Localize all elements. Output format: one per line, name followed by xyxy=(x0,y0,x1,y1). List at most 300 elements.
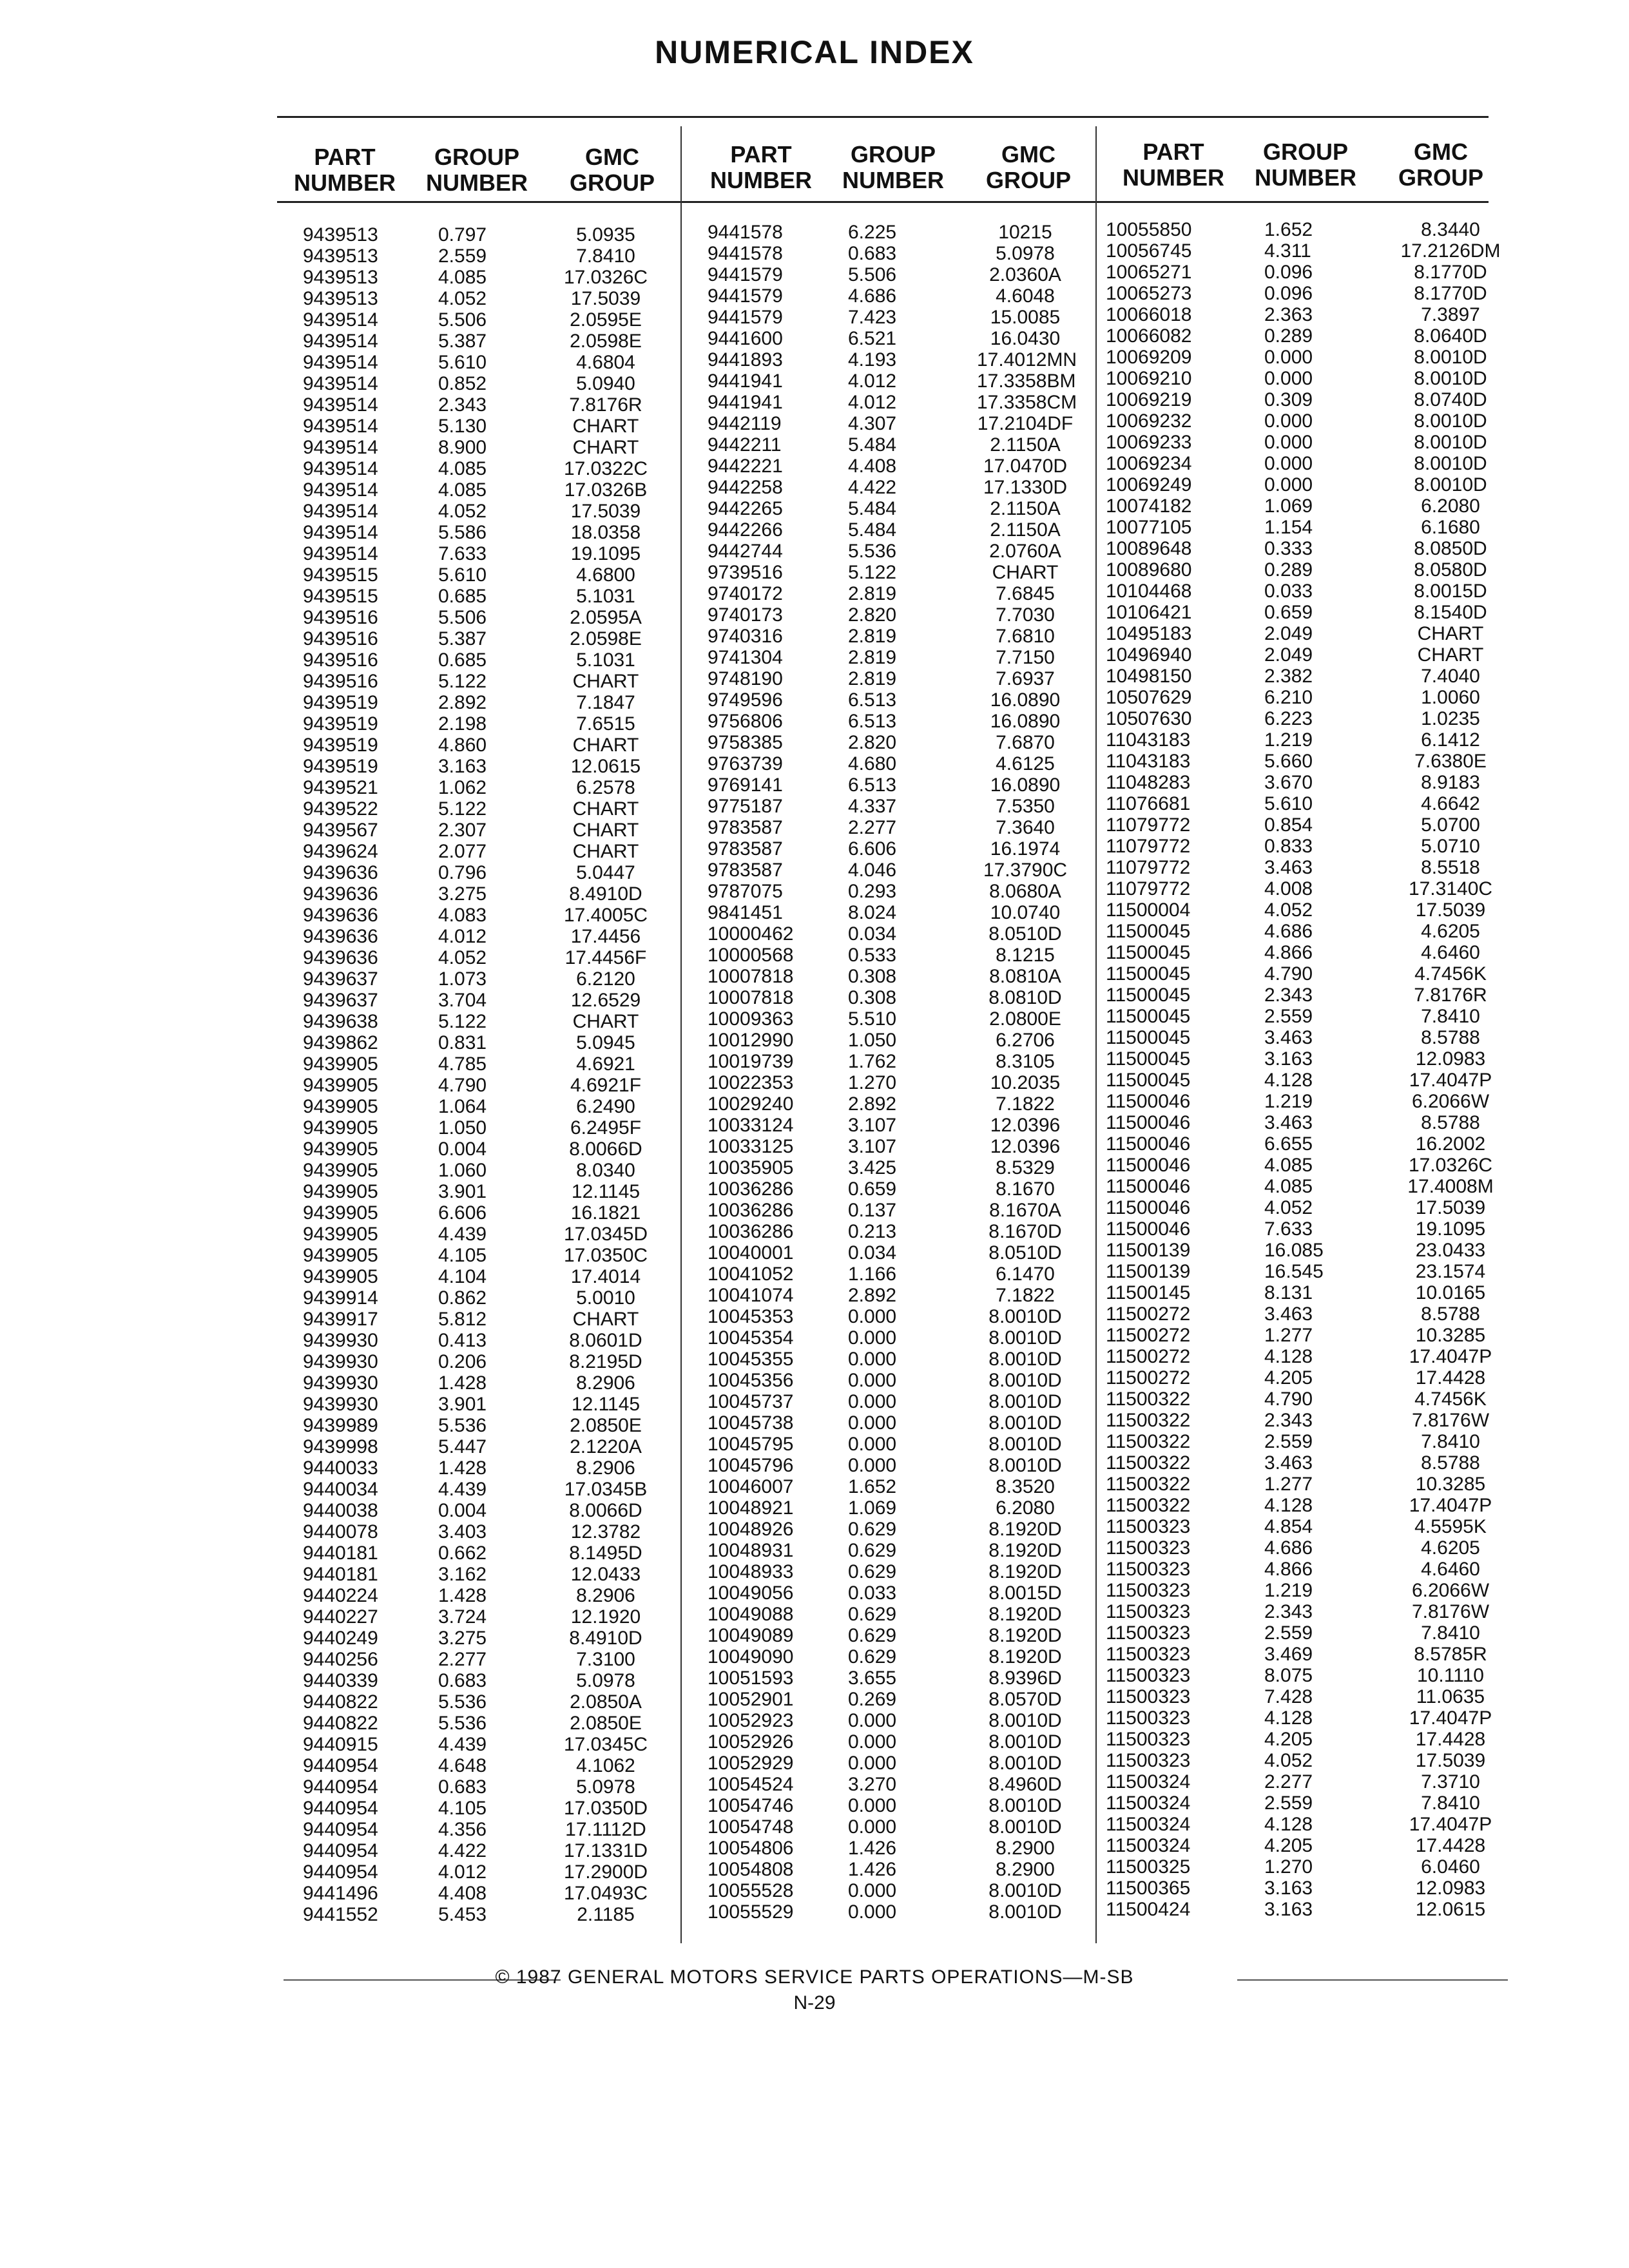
gmc-group: 6.2066W xyxy=(1411,1091,1490,1112)
group-number: 0.000 xyxy=(848,1816,897,1838)
gmc-group: 2.0598E xyxy=(570,331,642,352)
table-row xyxy=(1106,1070,1505,1091)
table-row xyxy=(1106,772,1505,793)
gmc-group: 19.1095 xyxy=(570,543,641,564)
gmc-group: 5.0447 xyxy=(576,862,635,883)
group-number: 2.892 xyxy=(438,692,487,713)
part-number: 10074182 xyxy=(1106,495,1192,517)
gmc-group: CHART xyxy=(572,671,639,692)
header-group: GROUP NUMBER xyxy=(426,144,528,196)
table-row xyxy=(693,668,1093,689)
group-number: 4.307 xyxy=(848,413,897,434)
group-number: 0.854 xyxy=(1264,814,1313,836)
group-number: 0.000 xyxy=(848,1349,897,1370)
group-number: 2.820 xyxy=(848,604,897,626)
part-number: 9441579 xyxy=(708,285,783,307)
part-number: 10049089 xyxy=(708,1625,794,1646)
table-row xyxy=(1106,1452,1505,1474)
gmc-group: 10.0165 xyxy=(1415,1282,1486,1303)
gmc-group: 8.5329 xyxy=(996,1157,1055,1178)
part-number: 9440954 xyxy=(303,1840,378,1861)
gmc-group: 17.0345D xyxy=(563,1224,648,1245)
table-row xyxy=(277,1798,677,1819)
group-number: 3.275 xyxy=(438,883,487,905)
gmc-group: 7.8176W xyxy=(1411,1601,1490,1622)
group-number: 5.812 xyxy=(438,1309,487,1330)
header-group: GROUP NUMBER xyxy=(1255,139,1356,191)
group-number: 0.000 xyxy=(1264,432,1313,453)
gmc-group: 11.0635 xyxy=(1416,1686,1485,1707)
table-row xyxy=(693,711,1093,732)
gmc-group: 4.7456K xyxy=(1414,963,1487,985)
group-number: 3.901 xyxy=(438,1181,487,1202)
table-row xyxy=(1106,1729,1505,1750)
gmc-group: 8.0010D xyxy=(988,1731,1062,1753)
part-number: 11500045 xyxy=(1106,1006,1191,1027)
gmc-group: 12.0983 xyxy=(1415,1878,1486,1899)
gmc-group: 8.4960D xyxy=(988,1774,1062,1795)
group-number: 2.382 xyxy=(1264,666,1313,687)
gmc-group: CHART xyxy=(1417,623,1484,644)
group-number: 5.610 xyxy=(1264,793,1313,814)
group-number: 5.506 xyxy=(438,607,487,628)
table-row xyxy=(1106,474,1505,495)
group-number: 0.000 xyxy=(848,1880,897,1901)
part-number: 9439514 xyxy=(303,501,378,522)
table-row xyxy=(1106,644,1505,666)
table-row xyxy=(1106,1048,1505,1070)
part-number: 9439905 xyxy=(303,1224,378,1245)
table-row xyxy=(1106,1814,1505,1835)
part-number: 9439514 xyxy=(303,309,378,331)
table-row xyxy=(277,1542,677,1564)
gmc-group: 17.4456F xyxy=(564,947,647,968)
group-number: 5.536 xyxy=(438,1691,487,1713)
gmc-group: 17.4428 xyxy=(1415,1729,1486,1750)
group-number: 0.000 xyxy=(848,1306,897,1327)
table-row xyxy=(693,1625,1093,1646)
gmc-group: 17.0470D xyxy=(983,456,1068,477)
group-number: 4.052 xyxy=(438,947,487,968)
part-number: 10040001 xyxy=(708,1242,794,1264)
part-number: 11500046 xyxy=(1106,1112,1191,1133)
group-number: 3.463 xyxy=(1264,1452,1313,1474)
part-number: 9439516 xyxy=(303,607,378,628)
part-number: 9439515 xyxy=(303,564,378,586)
group-number: 4.790 xyxy=(1264,1389,1313,1410)
table-row xyxy=(693,1689,1093,1710)
part-number: 9783587 xyxy=(708,860,783,881)
group-number: 0.004 xyxy=(438,1500,487,1521)
gmc-group: 7.8410 xyxy=(1421,1431,1480,1452)
group-number: 0.000 xyxy=(848,1795,897,1816)
part-number: 11500322 xyxy=(1106,1474,1191,1495)
part-number: 9740316 xyxy=(708,626,783,647)
part-number: 11500045 xyxy=(1106,921,1191,942)
table-row xyxy=(277,1394,677,1415)
gmc-group: 10.1110 xyxy=(1417,1665,1484,1686)
part-number: 10045354 xyxy=(708,1327,794,1349)
part-number: 9441941 xyxy=(708,392,783,413)
part-number: 11500323 xyxy=(1106,1707,1191,1729)
table-row xyxy=(693,498,1093,519)
gmc-group: 8.0015D xyxy=(988,1582,1062,1604)
gmc-group: 8.0510D xyxy=(988,923,1062,945)
table-row xyxy=(693,1412,1093,1434)
gmc-group: 7.4040 xyxy=(1421,666,1480,687)
group-number: 2.198 xyxy=(438,713,487,735)
group-number: 0.629 xyxy=(848,1561,897,1582)
part-number: 9439521 xyxy=(303,777,378,798)
table-row xyxy=(1106,1686,1505,1707)
group-number: 0.289 xyxy=(1264,559,1313,581)
table-row xyxy=(277,798,677,820)
table-row xyxy=(693,285,1093,307)
table-row xyxy=(277,1436,677,1457)
group-number: 4.686 xyxy=(1264,921,1313,942)
part-number: 9442119 xyxy=(708,413,782,434)
table-row xyxy=(1106,517,1505,538)
part-number: 10498150 xyxy=(1106,666,1192,687)
group-number: 0.662 xyxy=(438,1542,487,1564)
gmc-group: 7.8410 xyxy=(1421,1006,1480,1027)
table-row xyxy=(1106,495,1505,517)
group-number: 3.403 xyxy=(438,1521,487,1542)
group-number: 4.052 xyxy=(1264,1750,1313,1771)
table-row xyxy=(693,1816,1093,1838)
group-number: 3.163 xyxy=(1264,1878,1313,1899)
group-number: 1.652 xyxy=(1264,219,1313,240)
table-row xyxy=(1106,942,1505,963)
group-number: 4.422 xyxy=(438,1840,487,1861)
gmc-group: 5.0978 xyxy=(996,243,1055,264)
table-row xyxy=(1106,793,1505,814)
gmc-group: 7.7150 xyxy=(996,647,1055,668)
gmc-group: 8.5788 xyxy=(1421,1452,1480,1474)
gmc-group: 8.2900 xyxy=(996,1838,1055,1859)
part-number: 11079772 xyxy=(1106,836,1191,857)
part-number: 9439930 xyxy=(303,1394,378,1415)
gmc-group: 7.8410 xyxy=(1421,1792,1480,1814)
part-number: 9439516 xyxy=(303,671,378,692)
table-row xyxy=(277,1096,677,1117)
header-gmc: GMC GROUP xyxy=(985,141,1071,193)
group-number: 2.559 xyxy=(1264,1431,1313,1452)
group-number: 0.000 xyxy=(1264,368,1313,389)
group-number: 3.463 xyxy=(1264,1027,1313,1048)
part-number: 11500322 xyxy=(1106,1389,1191,1410)
table-row xyxy=(1106,666,1505,687)
part-number: 11500272 xyxy=(1106,1367,1191,1389)
part-number: 9439522 xyxy=(303,798,378,820)
gmc-group: 16.0890 xyxy=(990,711,1061,732)
group-number: 1.652 xyxy=(848,1476,897,1497)
table-row xyxy=(277,1861,677,1883)
part-number: 11500424 xyxy=(1106,1899,1191,1920)
group-number: 4.128 xyxy=(1264,1346,1313,1367)
table-row xyxy=(277,309,677,331)
group-number: 4.337 xyxy=(848,796,897,817)
group-number: 5.447 xyxy=(438,1436,487,1457)
group-number: 0.000 xyxy=(848,1391,897,1412)
group-number: 6.606 xyxy=(848,838,897,860)
part-number: 10065271 xyxy=(1106,262,1192,283)
group-number: 3.107 xyxy=(848,1136,897,1157)
table-row xyxy=(1106,1091,1505,1112)
group-number: 0.308 xyxy=(848,987,897,1008)
part-number: 9439636 xyxy=(303,905,378,926)
gmc-group: 8.0510D xyxy=(988,1242,1062,1264)
group-number: 0.683 xyxy=(848,243,897,264)
table-row xyxy=(277,820,677,841)
table-row xyxy=(693,1753,1093,1774)
table-row xyxy=(693,1646,1093,1667)
part-number: 9439905 xyxy=(303,1160,378,1181)
gmc-group: CHART xyxy=(572,798,639,820)
table-row xyxy=(693,1561,1093,1582)
gmc-group: 8.9183 xyxy=(1421,772,1480,793)
group-number: 5.536 xyxy=(848,541,897,562)
gmc-group: 8.0010D xyxy=(988,1795,1062,1816)
gmc-group: 5.0935 xyxy=(576,224,635,245)
group-number: 3.107 xyxy=(848,1115,897,1136)
group-number: 0.797 xyxy=(438,224,487,245)
part-number: 11500323 xyxy=(1106,1622,1191,1644)
group-number: 1.073 xyxy=(438,968,487,990)
gmc-group: 6.1680 xyxy=(1421,517,1480,538)
gmc-group: 17.0350D xyxy=(563,1798,648,1819)
part-number: 9439514 xyxy=(303,416,378,437)
gmc-group: 4.6125 xyxy=(996,753,1055,774)
gmc-group: 4.6460 xyxy=(1421,942,1480,963)
gmc-group: 8.1770D xyxy=(1414,262,1487,283)
group-number: 5.586 xyxy=(438,522,487,543)
group-number: 0.629 xyxy=(848,1540,897,1561)
table-row xyxy=(693,1731,1093,1753)
gmc-group: 8.0010D xyxy=(1414,368,1487,389)
part-number: 10069209 xyxy=(1106,347,1192,368)
gmc-group: 17.0493C xyxy=(563,1883,648,1904)
gmc-group: 10.3285 xyxy=(1415,1325,1486,1346)
gmc-group: 8.1495D xyxy=(569,1542,642,1564)
group-number: 1.428 xyxy=(438,1457,487,1479)
part-number: 10033124 xyxy=(708,1115,794,1136)
table-row xyxy=(1106,368,1505,389)
table-row xyxy=(277,1117,677,1139)
gmc-group: CHART xyxy=(572,1309,639,1330)
group-number: 4.012 xyxy=(438,926,487,947)
group-number: 0.000 xyxy=(848,1327,897,1349)
table-row xyxy=(1106,1856,1505,1878)
table-row xyxy=(1106,751,1505,772)
table-row xyxy=(1106,1346,1505,1367)
table-row xyxy=(1106,687,1505,708)
group-number: 4.052 xyxy=(438,501,487,522)
part-number: 10048926 xyxy=(708,1519,794,1540)
table-row xyxy=(693,1901,1093,1923)
table-row xyxy=(277,1904,677,1925)
index-rows xyxy=(277,224,677,1925)
group-number: 1.166 xyxy=(848,1264,897,1285)
table-row xyxy=(1106,836,1505,857)
gmc-group: 12.1145 xyxy=(571,1394,641,1415)
table-row xyxy=(1106,1750,1505,1771)
gmc-group: 17.0345C xyxy=(563,1734,648,1755)
group-number: 16.545 xyxy=(1264,1261,1324,1282)
gmc-group: 5.0978 xyxy=(576,1670,635,1691)
part-number: 10069249 xyxy=(1106,474,1192,495)
part-number: 10054524 xyxy=(708,1774,794,1795)
part-number: 10033125 xyxy=(708,1136,794,1157)
gmc-group: 8.0340 xyxy=(576,1160,635,1181)
group-number: 0.000 xyxy=(1264,347,1313,368)
group-number: 16.085 xyxy=(1264,1240,1324,1261)
gmc-group: 8.0066D xyxy=(569,1139,642,1160)
table-row xyxy=(277,224,677,245)
part-number: 11500323 xyxy=(1106,1516,1191,1537)
gmc-group: 8.0570D xyxy=(988,1689,1062,1710)
gmc-group: 8.4910D xyxy=(569,883,642,905)
table-row xyxy=(1106,1133,1505,1155)
group-number: 4.085 xyxy=(438,267,487,288)
part-number: 11500323 xyxy=(1106,1665,1191,1686)
gmc-group: CHART xyxy=(1417,644,1484,666)
table-row xyxy=(1106,1176,1505,1197)
part-number: 10495183 xyxy=(1106,623,1192,644)
part-number: 9756806 xyxy=(708,711,783,732)
part-number: 11500046 xyxy=(1106,1197,1191,1218)
table-row xyxy=(277,1713,677,1734)
gmc-group: 12.6529 xyxy=(570,990,641,1011)
table-row xyxy=(1106,240,1505,262)
group-number: 0.308 xyxy=(848,966,897,987)
part-number: 9439514 xyxy=(303,437,378,458)
part-number: 10000568 xyxy=(708,945,794,966)
group-number: 0.685 xyxy=(438,586,487,607)
gmc-group: 10.0740 xyxy=(990,902,1061,923)
table-row xyxy=(277,1415,677,1436)
table-row xyxy=(277,1202,677,1224)
gmc-group: 17.0345B xyxy=(564,1479,648,1500)
group-number: 2.343 xyxy=(438,394,487,416)
table-row xyxy=(693,1370,1093,1391)
group-number: 0.629 xyxy=(848,1519,897,1540)
group-number: 2.277 xyxy=(848,817,897,838)
group-number: 0.269 xyxy=(848,1689,897,1710)
part-number: 10007818 xyxy=(708,987,794,1008)
table-row xyxy=(693,1710,1093,1731)
table-row xyxy=(693,1178,1093,1200)
gmc-group: 17.4047P xyxy=(1409,1070,1492,1091)
table-row xyxy=(693,562,1093,583)
group-number: 5.453 xyxy=(438,1904,487,1925)
part-number: 9439905 xyxy=(303,1202,378,1224)
group-number: 4.128 xyxy=(1264,1495,1313,1516)
gmc-group: 17.0326B xyxy=(564,479,648,501)
gmc-group: 16.0890 xyxy=(990,774,1061,796)
part-number: 11500272 xyxy=(1106,1325,1191,1346)
table-row xyxy=(1106,1580,1505,1601)
gmc-group: 8.5518 xyxy=(1421,857,1480,878)
gmc-group: 17.4456 xyxy=(570,926,641,947)
gmc-group: 17.4047P xyxy=(1409,1495,1492,1516)
group-number: 0.000 xyxy=(848,1753,897,1774)
part-number: 9749596 xyxy=(708,689,783,711)
gmc-group: CHART xyxy=(572,841,639,862)
gmc-group: 17.3358CM xyxy=(977,392,1077,413)
gmc-group: 8.3105 xyxy=(996,1051,1055,1072)
part-number: 9441496 xyxy=(303,1883,378,1904)
group-number: 2.049 xyxy=(1264,644,1313,666)
table-row xyxy=(1106,581,1505,602)
table-row xyxy=(693,1051,1093,1072)
table-row xyxy=(693,1072,1093,1093)
table-row xyxy=(693,328,1093,349)
group-number: 0.096 xyxy=(1264,262,1313,283)
table-row xyxy=(1106,1367,1505,1389)
table-row xyxy=(277,905,677,926)
gmc-group: 2.1185 xyxy=(577,1904,635,1925)
table-row xyxy=(1106,1218,1505,1240)
part-number: 11500322 xyxy=(1106,1495,1191,1516)
group-number: 3.163 xyxy=(1264,1899,1313,1920)
part-number: 10022353 xyxy=(708,1072,794,1093)
part-number: 10054808 xyxy=(708,1859,794,1880)
group-number: 5.536 xyxy=(438,1713,487,1734)
part-number: 9440954 xyxy=(303,1798,378,1819)
group-number: 4.408 xyxy=(438,1883,487,1904)
part-number: 9442265 xyxy=(708,498,783,519)
table-row xyxy=(1106,1027,1505,1048)
part-number: 10054746 xyxy=(708,1795,794,1816)
gmc-group: 8.1670 xyxy=(996,1178,1055,1200)
group-number: 1.060 xyxy=(438,1160,487,1181)
index-panel-2 xyxy=(693,129,1093,1946)
part-number: 9440339 xyxy=(303,1670,378,1691)
gmc-group: 7.8176W xyxy=(1411,1410,1490,1431)
table-row xyxy=(277,926,677,947)
gmc-group: 4.6048 xyxy=(996,285,1055,307)
gmc-group: 12.3782 xyxy=(570,1521,641,1542)
gmc-group: 17.4428 xyxy=(1415,1835,1486,1856)
group-number: 6.223 xyxy=(1264,708,1313,729)
part-number: 11500323 xyxy=(1106,1580,1191,1601)
group-number: 4.860 xyxy=(438,735,487,756)
group-number: 4.083 xyxy=(438,905,487,926)
group-number: 4.085 xyxy=(438,479,487,501)
table-row xyxy=(277,1075,677,1096)
part-number: 11500004 xyxy=(1106,899,1191,921)
gmc-group: 7.1822 xyxy=(996,1093,1055,1115)
table-row xyxy=(693,349,1093,370)
table-row xyxy=(693,817,1093,838)
table-row xyxy=(277,394,677,416)
table-row xyxy=(277,756,677,777)
table-row xyxy=(277,1521,677,1542)
group-number: 4.128 xyxy=(1264,1707,1313,1729)
gmc-group: 8.0010D xyxy=(988,1455,1062,1476)
group-number: 5.122 xyxy=(848,562,897,583)
table-row xyxy=(693,541,1093,562)
gmc-group: 8.0010D xyxy=(988,1412,1062,1434)
gmc-group: 6.2706 xyxy=(996,1030,1055,1051)
gmc-group: 7.3640 xyxy=(996,817,1055,838)
table-row xyxy=(1106,1261,1505,1282)
gmc-group: 8.2900 xyxy=(996,1859,1055,1880)
group-number: 2.307 xyxy=(438,820,487,841)
gmc-group: 4.6205 xyxy=(1421,1537,1480,1559)
part-number: 9439513 xyxy=(303,288,378,309)
